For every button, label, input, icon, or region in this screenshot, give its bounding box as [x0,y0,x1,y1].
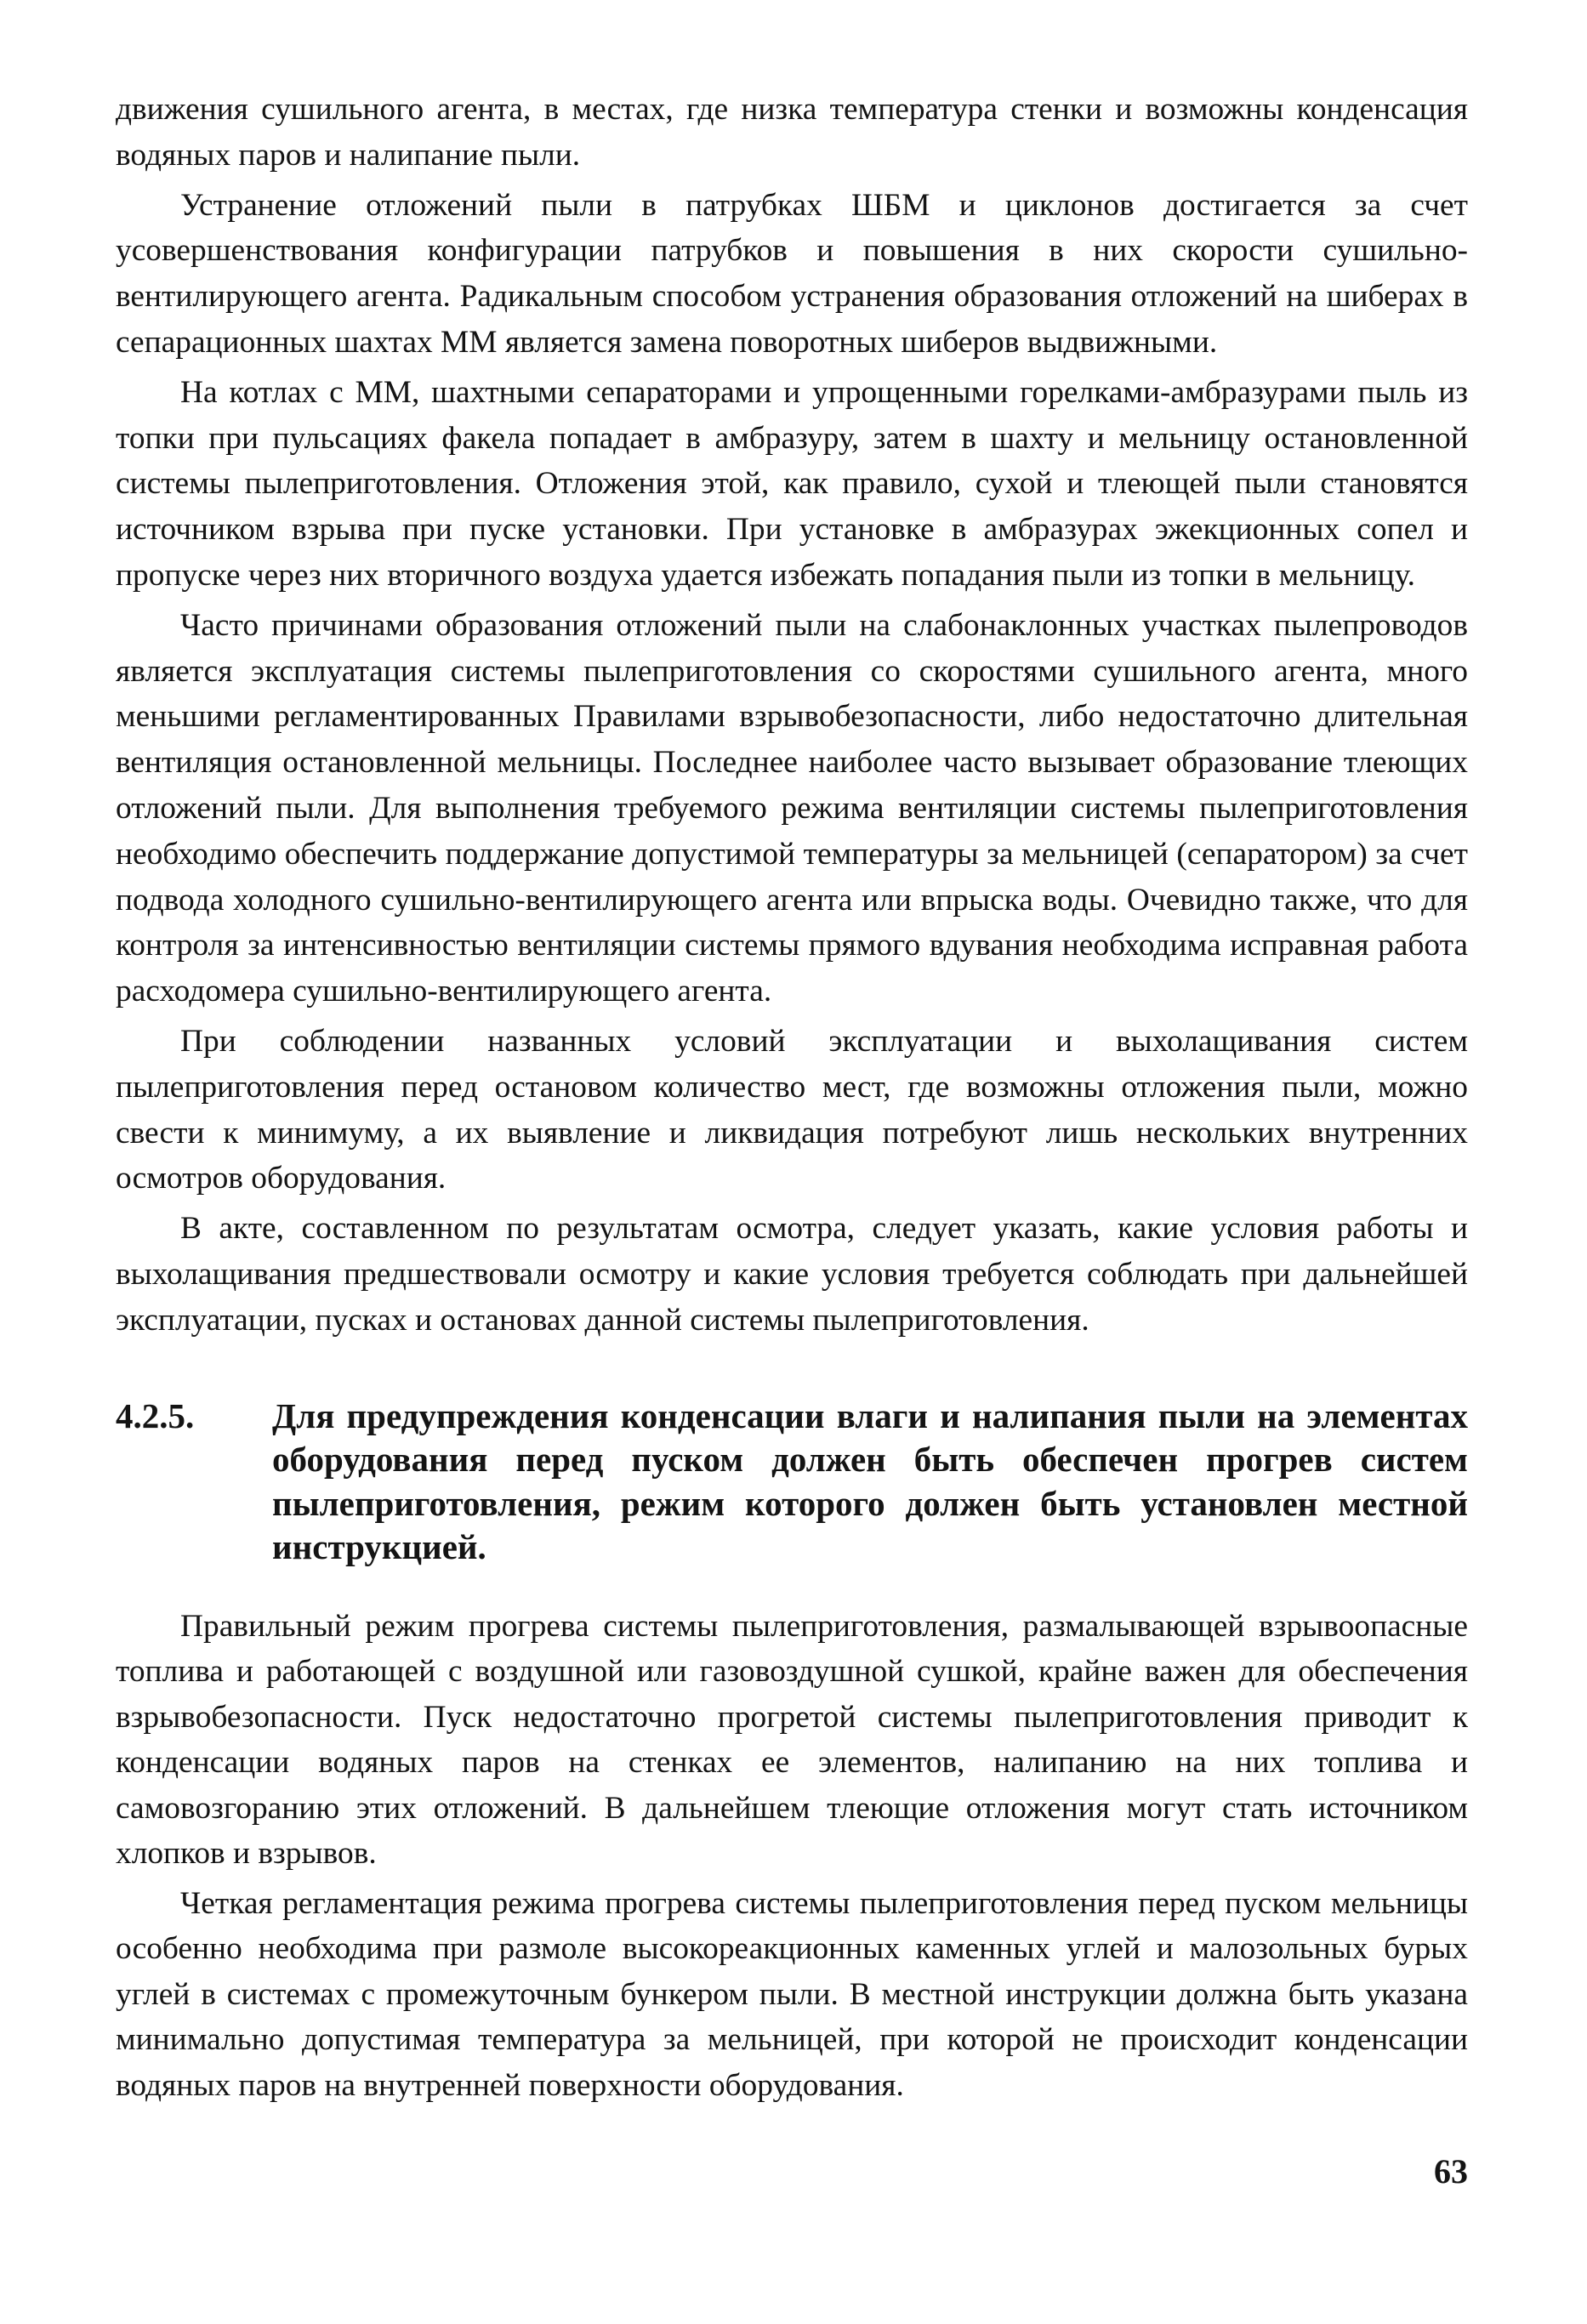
section-title: Для предупреждения конденсации влаги и налипания пыли на элементах оборудования перед пуском должен быть обеспечен прогрев систем пылеприготовления, режим которого должен быть установлен местной инструкцией. [272,1395,1468,1567]
paragraph-inspection-act: В акте, составленном по результатам осмотра, следует указать, какие условия работы и выхолащивания предшествовали осмотру и какие условия требуется соблюдать при дальнейшей эксплуатации, пусках и остановах данной системы пылеприготовления. [116,1211,1468,1338]
page-content [116,87,1468,2108]
paragraph-dust-removal: Устранение отложений пыли в патрубках ШБМ и циклонов достигается за счет усовершенствования конфигурации патрубков и повышения в них скорости сушильно-вентилирующего агента. Радикальным способом устранения образования отложений на шиберах в сепарационных шахтах ММ является замена поворотных шиберов выдвижными. [116,187,1468,360]
paragraph-deposit-causes: Часто причинами образования отложений пыли на слабонаклонных участках пылепроводов является эксплуатация системы пылеприготовления со скоростями сушильного агента, много меньшими регламентированных Правилами взрывобезопасности, либо недостаточно длительная вентиляция остановленной мельницы. Последнее наиболее часто вызывает образование тлеющих отложений пыли. Для выполнения требуемого режима вентиляции системы пылеприготовления необходимо обеспечить поддержание допустимой температуры за мельницей (сепаратором) за счет подвода холодного сушильно-вентилирующего агента или впрыска воды. Очевидно также, что для контроля за интенсивностью вентиляции системы прямого вдувания необходима исправная работа расходомера сушильно-вентилирующего агента. [116,607,1468,1009]
section-body [116,1604,1468,2109]
paragraph-warmup-mode: Правильный режим прогрева системы пылеприготовления, размалывающей взрывоопасные топлива и работающей с воздушной или газовоздушной сушкой, крайне важен для обеспечения взрывобезопасности. Пуск недостаточно прогретой системы пылеприготовления приводит к конденсации водяных паров на стенках ее элементов, налипанию на них топлива и самовозгоранию этих отложений. В дальнейшем тлеющие отложения могут стать источником хлопков и взрывов. [116,1608,1468,1872]
page-number: 63 [1434,2152,1468,2190]
paragraph-boilers-mm: На котлах с ММ, шахтными сепараторами и упрощенными горелками-амбразурами пыль из топки при пульсациях факела попадает в амбразуру, затем в шахту и мельницу остановленной системы пылеприготовления. Отложения этой, как правило, сухой и тлеющей пыли становятся источником взрыва при пуске установки. При установке в амбразурах эжекционных сопел и пропуске через них вторичного воздуха удается избежать попадания пыли из топки в мельницу. [116,374,1468,593]
paragraph-operating-conditions: При соблюдении названных условий эксплуатации и выхолащивания систем пылеприготовления перед остановом количество мест, где возможны отложения пыли, можно свести к минимуму, а их выявление и ликвидация потребуют лишь нескольких внутренних осмотров оборудования. [116,1023,1468,1196]
paragraph-continuation: движения сушильного агента, в местах, где низка температура стенки и возможны конденсация водяных паров и налипание пыли. [116,92,1468,173]
section-number: 4.2.5. [116,1395,195,1435]
section-heading [116,1395,1468,1570]
paragraph-warmup-regulation: Четкая регламентация режима прогрева системы пылеприготовления перед пуском мельницы особенно необходима при размоле высокореакционных каменных углей и малозольных бурых углей в системах с промежуточным бункером пыли. В местной инструкции должна быть указана минимально допустимая температура за мельницей, при которой не происходит конденсации водяных паров на внутренней поверхности оборудования. [116,1885,1468,2103]
